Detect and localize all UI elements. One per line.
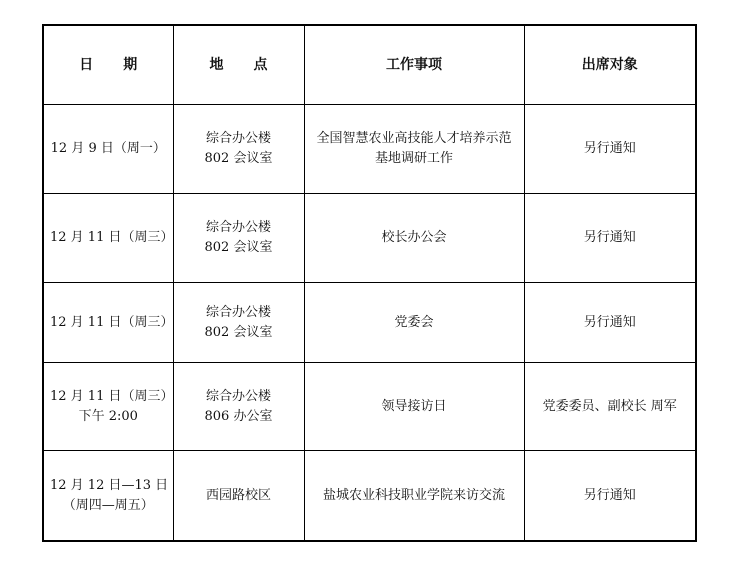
table-body bbox=[43, 105, 696, 542]
cell-date bbox=[43, 194, 173, 283]
cell-attendees bbox=[524, 363, 696, 451]
cell-task-line: 全国智慧农业高技能人才培养示范 bbox=[316, 131, 512, 146]
cell-place-line: 综合办公楼 bbox=[205, 388, 271, 404]
schedule-table bbox=[42, 24, 697, 542]
cell-date-line: 12 月 11 日（周三） bbox=[50, 314, 174, 330]
cell-attendees-line: 另行通知 bbox=[583, 487, 636, 503]
cell-attendees bbox=[524, 194, 696, 283]
cell-date-line: 下午 2:00 bbox=[78, 408, 138, 424]
cell-date-line: 12 月 11 日（周三） bbox=[50, 230, 174, 245]
cell-date bbox=[43, 105, 173, 194]
table-row bbox=[43, 363, 696, 451]
cell-task-line: 校长办公会 bbox=[381, 230, 447, 245]
cell-task bbox=[304, 283, 524, 363]
cell-place-line: 综合办公楼 bbox=[205, 220, 271, 235]
table-row bbox=[43, 194, 696, 283]
cell-place-line: 802 会议室 bbox=[204, 151, 273, 166]
cell-date-line: 12 月 9 日（周一） bbox=[50, 141, 166, 156]
cell-attendees-line: 党委委员、副校长 周军 bbox=[542, 398, 677, 414]
cell-date-line: 12 月 11 日（周三） bbox=[50, 388, 174, 404]
header-row bbox=[43, 25, 696, 105]
cell-attendees-line: 另行通知 bbox=[583, 314, 636, 330]
cell-date-line: 12 月 12 日—13 日 bbox=[50, 477, 169, 493]
table-row bbox=[43, 451, 696, 542]
cell-place bbox=[173, 105, 304, 194]
cell-task-line: 党委会 bbox=[394, 314, 434, 330]
header-place: 地 点 bbox=[173, 25, 304, 105]
cell-place bbox=[173, 451, 304, 542]
table-row bbox=[43, 105, 696, 194]
cell-task bbox=[304, 194, 524, 283]
cell-task bbox=[304, 105, 524, 194]
cell-attendees bbox=[524, 283, 696, 363]
cell-date-line: （周四—周五） bbox=[62, 497, 154, 513]
header-attendees: 出席对象 bbox=[524, 25, 696, 105]
cell-place-line: 综合办公楼 bbox=[205, 131, 271, 146]
cell-place bbox=[173, 283, 304, 363]
cell-place-line: 综合办公楼 bbox=[205, 304, 271, 320]
cell-task-line: 基地调研工作 bbox=[374, 151, 453, 166]
cell-task-line: 领导接访日 bbox=[381, 398, 447, 414]
header-date: 日 期 bbox=[43, 25, 173, 105]
cell-task-line: 盐城农业科技职业学院来访交流 bbox=[322, 487, 505, 503]
cell-attendees-line: 另行通知 bbox=[583, 230, 636, 245]
cell-place-line: 802 会议室 bbox=[204, 240, 273, 255]
cell-attendees bbox=[524, 451, 696, 542]
cell-date bbox=[43, 451, 173, 542]
cell-task bbox=[304, 363, 524, 451]
cell-attendees-line: 另行通知 bbox=[583, 141, 636, 156]
table-row bbox=[43, 283, 696, 363]
cell-place-line: 西园路校区 bbox=[205, 487, 271, 503]
cell-place bbox=[173, 194, 304, 283]
cell-date bbox=[43, 363, 173, 451]
cell-place bbox=[173, 363, 304, 451]
cell-task bbox=[304, 451, 524, 542]
cell-date bbox=[43, 283, 173, 363]
cell-attendees bbox=[524, 105, 696, 194]
cell-place-line: 806 办公室 bbox=[204, 408, 273, 424]
cell-place-line: 802 会议室 bbox=[204, 324, 273, 340]
header-task: 工作事项 bbox=[304, 25, 524, 105]
